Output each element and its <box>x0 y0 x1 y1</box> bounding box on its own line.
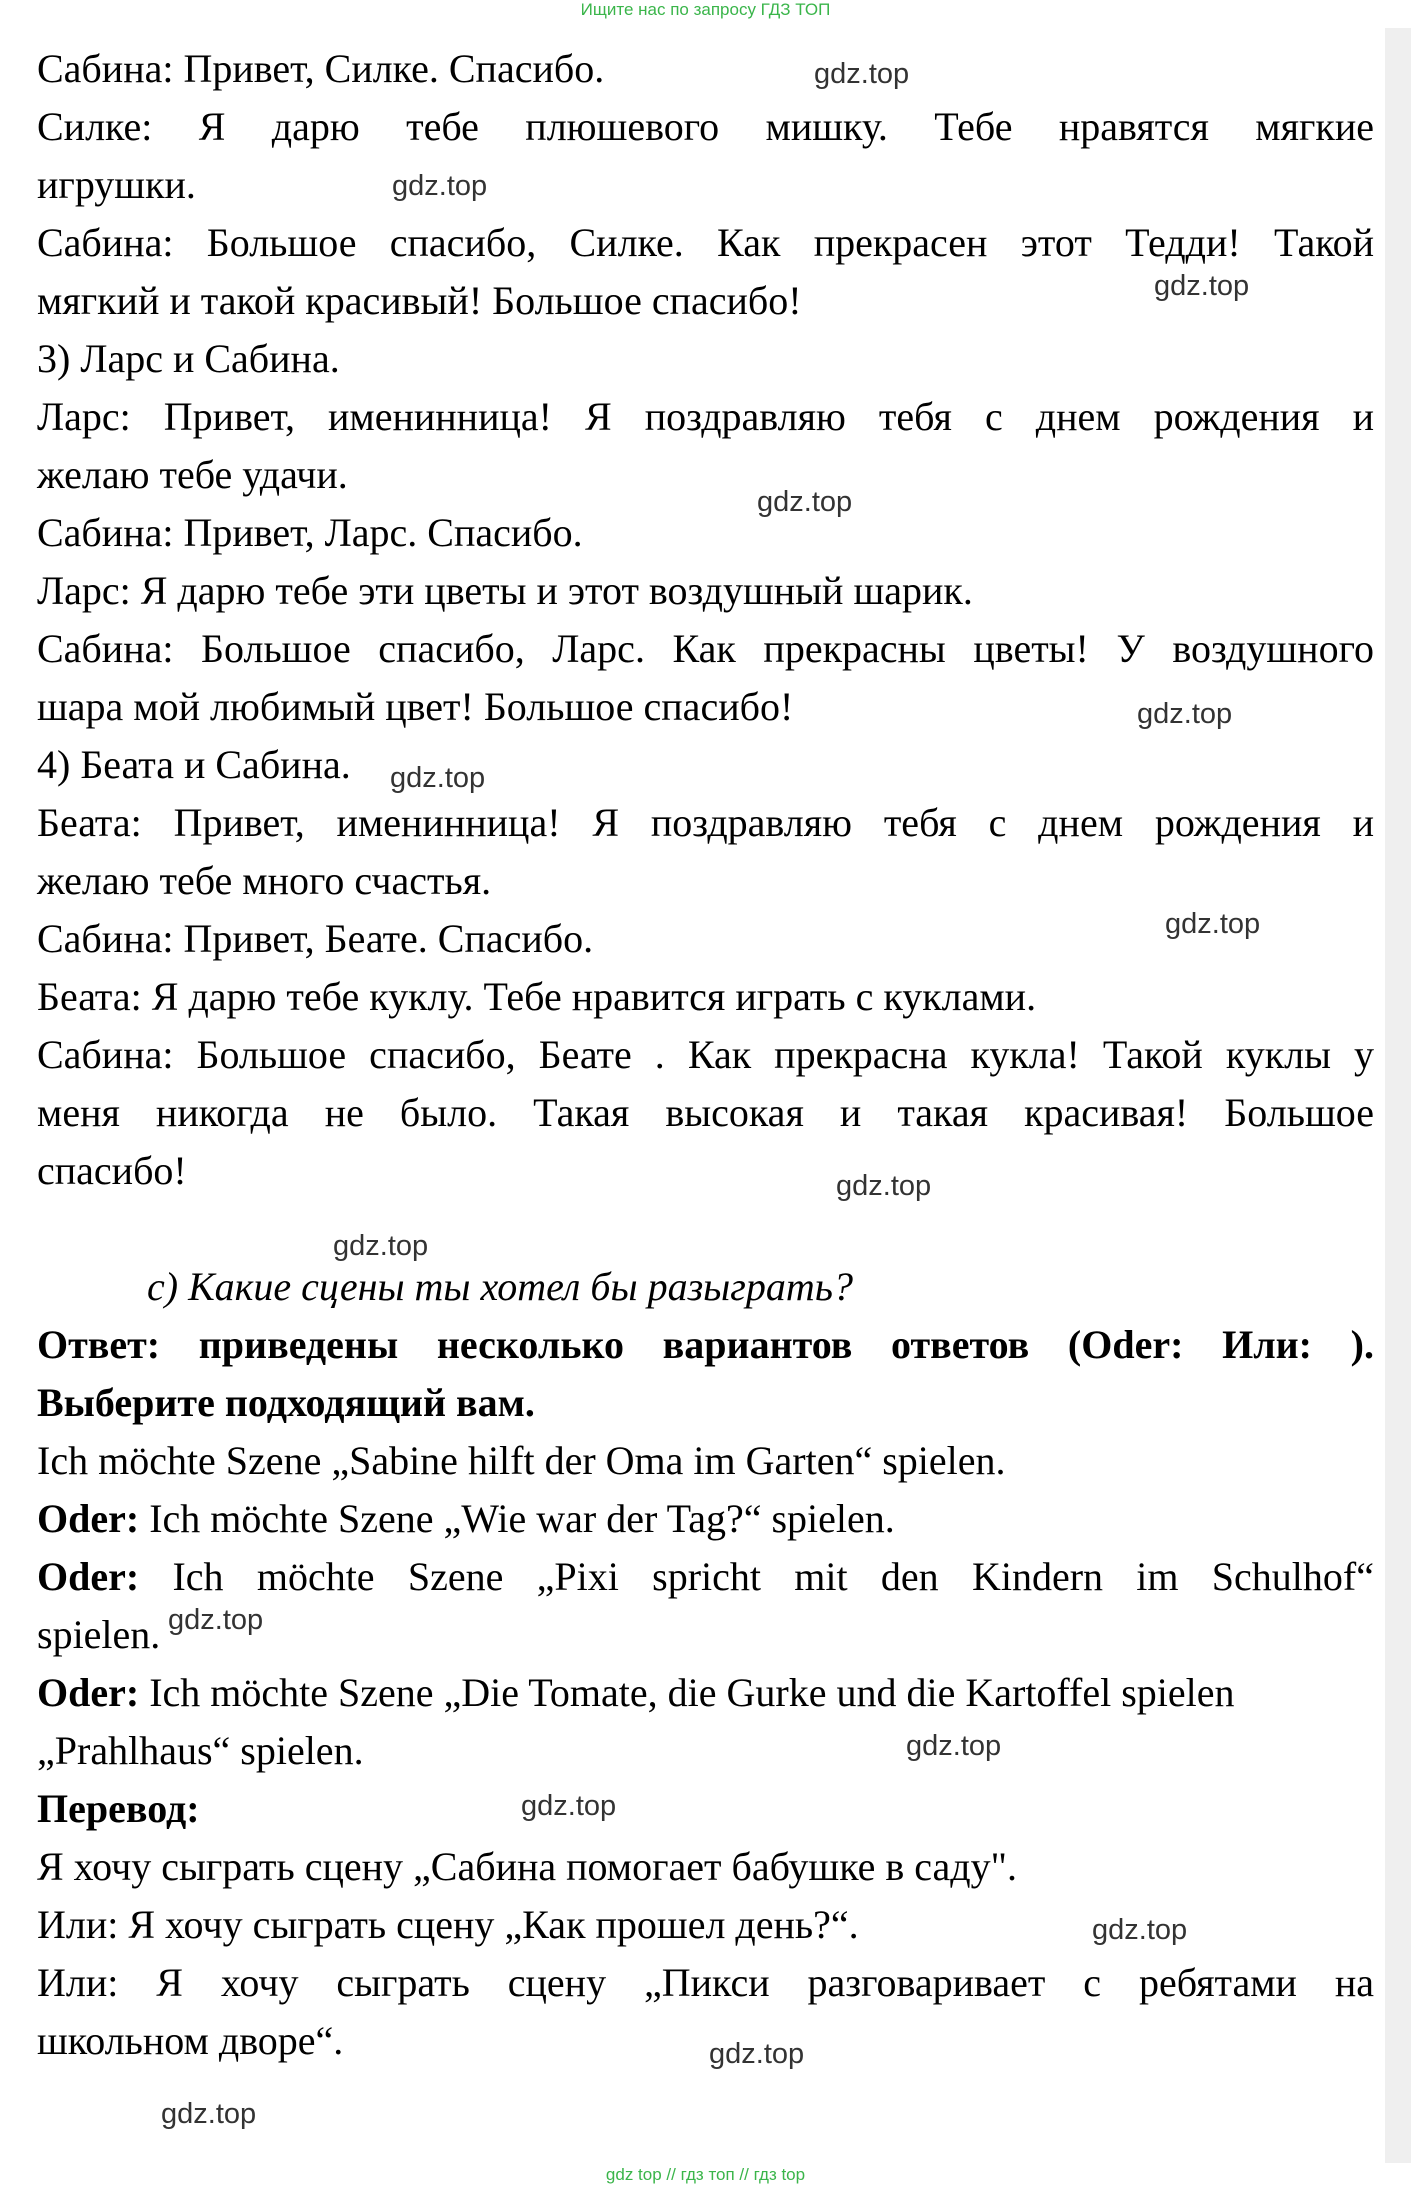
question-heading: c) Какие сцены ты хотел бы разыграть? <box>147 1264 853 1309</box>
text-line: мягкий и такой красивый! Большое спасибо! <box>37 278 802 323</box>
watermark: gdz.top <box>1165 908 1261 940</box>
section-heading: 3) Ларс и Сабина. <box>37 336 340 381</box>
text-line <box>37 1548 1374 1606</box>
text-line: желаю тебе удачи. <box>37 452 348 497</box>
text-line: игрушки. <box>37 162 196 207</box>
section-heading: 4) Беата и Сабина. <box>37 742 351 787</box>
watermark: gdz.top <box>521 1790 617 1822</box>
footer-links[interactable]: gdz top // гдз топ // гдз top <box>605 2165 806 2184</box>
watermark: gdz.top <box>757 486 853 518</box>
text-line: меня никогда не было. Такая высокая и такая красивая! Большое <box>37 1090 1374 1135</box>
text-line-body: Ich möchte Szene „Pixi spricht mit den Kindern im Schulhof“ <box>172 1554 1374 1599</box>
scrollbar-track[interactable] <box>1385 28 1411 2163</box>
watermark: gdz.top <box>333 1230 429 1262</box>
text-line <box>37 1664 1235 1722</box>
watermark: gdz.top <box>1092 1914 1188 1946</box>
text-line: Сабина: Привет, Ларс. Спасибо. <box>37 510 583 555</box>
oder-label: Oder: <box>37 1670 140 1715</box>
text-line: Силке: Я дарю тебе плюшевого мишку. Тебе нравятся мягкие <box>37 104 1374 149</box>
text-line: spielen. <box>37 1612 161 1657</box>
text-line: Сабина: Привет, Силке. Спасибо. <box>37 46 605 91</box>
text-line-body: Ich möchte Szene „Wie war der Tag?“ spielen. <box>149 1496 895 1541</box>
answer-heading: Выберите подходящий вам. <box>37 1380 535 1425</box>
watermark: gdz.top <box>836 1170 932 1202</box>
oder-label: Oder: <box>37 1554 140 1599</box>
watermark: gdz.top <box>814 58 910 90</box>
watermark: gdz.top <box>1154 270 1250 302</box>
text-line: Сабина: Большое спасибо, Силке. Как прекрасен этот Тедди! Такой <box>37 220 1374 265</box>
text-line: Ich möchte Szene „Sabine hilft der Oma im Garten“ spielen. <box>37 1438 1006 1483</box>
watermark: gdz.top <box>709 2038 805 2070</box>
text-line: Или: Я хочу сыграть сцену „Пикси разговаривает с ребятами на <box>37 1960 1374 2005</box>
text-line: желаю тебе много счастья. <box>37 858 492 903</box>
text-line: Ларс: Я дарю тебе эти цветы и этот воздушный шарик. <box>37 568 973 613</box>
text-line: школьном дворе“. <box>37 2018 344 2063</box>
text-line: Сабина: Привет, Беате. Спасибо. <box>37 916 594 961</box>
translation-heading: Перевод: <box>37 1786 200 1831</box>
watermark: gdz.top <box>390 762 486 794</box>
text-line: Сабина: Большое спасибо, Ларс. Как прекрасны цветы! У воздушного <box>37 626 1374 671</box>
watermark: gdz.top <box>161 2098 257 2130</box>
text-line: Или: Я хочу сыграть сцену „Как прошел день?“. <box>37 1902 859 1947</box>
watermark: gdz.top <box>1137 698 1233 730</box>
watermark: gdz.top <box>168 1604 264 1636</box>
text-line: Беата: Привет, именинница! Я поздравляю тебя с днем рождения и <box>37 800 1374 845</box>
text-line: Ларс: Привет, именинница! Я поздравляю тебя с днем рождения и <box>37 394 1374 439</box>
text-line: шара мой любимый цвет! Большое спасибо! <box>37 684 794 729</box>
oder-label: Oder: <box>37 1496 140 1541</box>
watermark: gdz.top <box>906 1730 1002 1762</box>
text-line: Сабина: Большое спасибо, Беате . Как прекрасна кукла! Такой куклы у <box>37 1032 1374 1077</box>
text-line: спасибо! <box>37 1148 187 1193</box>
text-line: Я хочу сыграть сцену „Сабина помогает бабушке в саду". <box>37 1844 1017 1889</box>
text-line <box>37 1490 895 1548</box>
watermark: gdz.top <box>392 170 488 202</box>
top-banner[interactable]: Ищите нас по запросу ГДЗ ТОП <box>580 0 831 19</box>
text-line: „Prahlhaus“ spielen. <box>37 1728 364 1773</box>
text-line: Беата: Я дарю тебе куклу. Тебе нравится играть с куклами. <box>37 974 1037 1019</box>
text-line-body: Ich möchte Szene „Die Tomate, die Gurke und die Kartoffel spielen <box>149 1670 1235 1715</box>
answer-heading: Ответ: приведены несколько вариантов ответов (Oder: Или: ). <box>37 1322 1374 1367</box>
